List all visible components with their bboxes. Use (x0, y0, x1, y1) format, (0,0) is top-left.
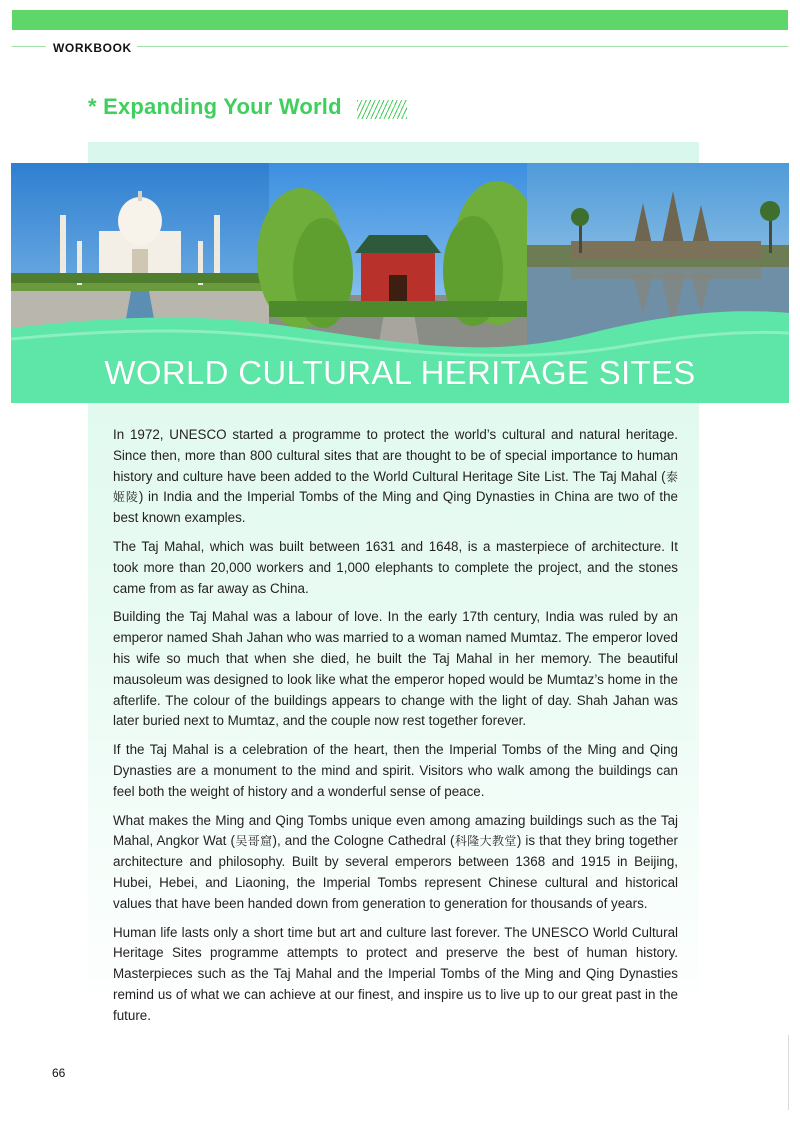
article-body (113, 425, 678, 1035)
top-color-bar (12, 10, 788, 30)
paragraph-3: Building the Taj Mahal was a labour of love. In the early 17th century, India was ruled by an emperor named Shah Jahan who was married to a woman named Mumtaz. The emperor loved his wife so much that when she died, he built the Taj Mahal in her memory. The beautiful mausoleum was designed to look like what the emperor hoped would be Mumtaz’s home in the afterlife. The colour of the buildings appears to change with the light of day. Shah Jahan was later buried next to Mumtaz, and the couple now rest together forever. (113, 609, 678, 729)
paragraph-6: Human life lasts only a short time but art and culture last forever. The UNESCO World Cultural Heritage Sites programme attempts to protect and preserve the best of human history. Masterpieces such as the Taj Mahal and the Imperial Tombs of the Ming and Qing Dynasties remind us of what we can achieve at our finest, and inspire us to live up to our great past in the future. (113, 924, 678, 1023)
page-number: 66 (52, 1066, 66, 1080)
header-rule-right (137, 46, 788, 47)
hatch-decoration (357, 100, 407, 119)
header-rule-left (12, 46, 46, 47)
paragraph-5: What makes the Ming and Qing Tombs unique even among amazing buildings such as the Taj Mahal, Angkor Wat (吴哥窟), and the Cologne Cathedral (科隆大教堂) is that they bring together architecture and philosophy. Built by several emperors between 1368 and 1915 in Beijing, Hubei, Hebei, and Liaoning, the Imperial Tombs represent Chinese cultural and historical values that have been handed down from generation to generation for thousands of years. (113, 812, 678, 911)
paragraph-1: In 1972, UNESCO started a programme to protect the world’s cultural and natural heritage. Since then, more than 800 cultural sites that are thought to be of special importance to human history and culture have been added to the World Cultural Heritage Site List. The Taj Mahal (泰姬陵) in India and the Imperial Tombs of the Ming and Qing Dynasties in China are two of the best known examples. (113, 427, 678, 526)
banner-title: WORLD CULTURAL HERITAGE SITES (104, 354, 696, 391)
paragraph-4: If the Taj Mahal is a celebration of the heart, then the Imperial Tombs of the Ming and Qing Dynasties are a monument to the mind and spirit. Visitors who walk among the buildings can feel both the weight of history and a wonderful sense of peace. (113, 742, 678, 799)
section-title: * Expanding Your World (88, 94, 342, 119)
margin-rule (788, 1035, 789, 1110)
workbook-label: WORKBOOK (53, 41, 132, 55)
paragraph-2: The Taj Mahal, which was built between 1631 and 1648, is a masterpiece of architecture. It took more than 20,000 workers and 1,000 elephants to complete the project, and the stones came from as far away as China. (113, 538, 678, 596)
